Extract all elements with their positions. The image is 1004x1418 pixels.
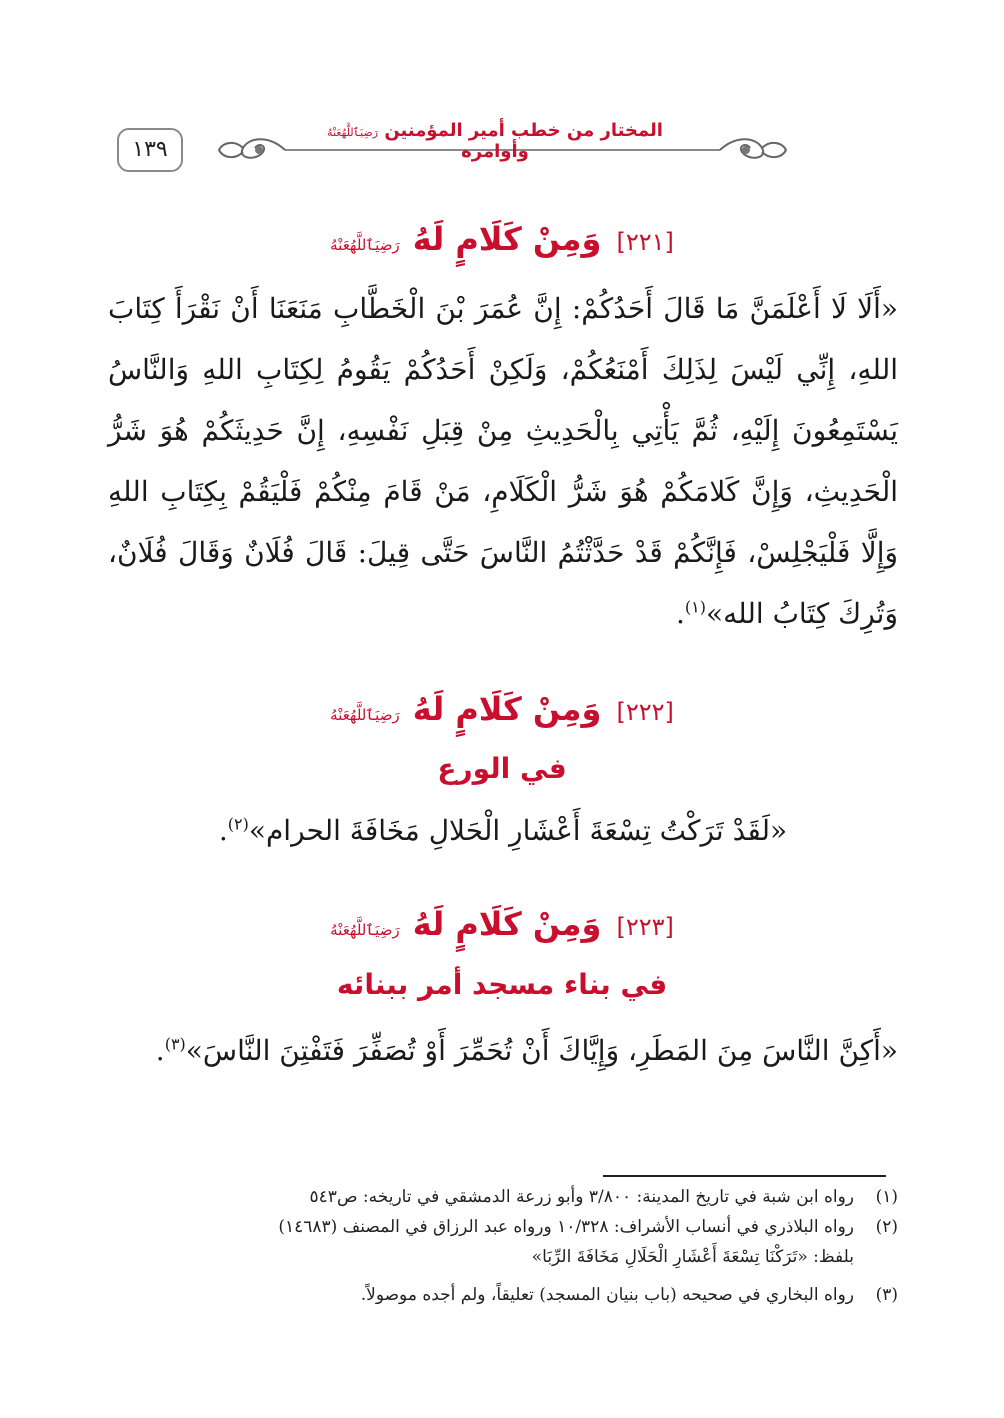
section-heading-222	[100, 690, 904, 728]
section-honorific: رَضِيَٱللَّهُعَنْهُ	[330, 706, 400, 724]
section-text-223	[108, 1020, 898, 1081]
footnote-number: (١)	[875, 1187, 898, 1207]
section-title: وَمِنْ كَلَامٍ لَهُ	[412, 690, 602, 728]
section-title: وَمِنْ كَلَامٍ لَهُ	[412, 220, 602, 258]
section-number: [٢٢٢]	[616, 698, 674, 726]
section-text-221	[108, 278, 898, 644]
sentence-end: .	[675, 597, 685, 630]
footnotes	[108, 1182, 898, 1310]
section-text-222	[108, 800, 898, 861]
footnote-2	[108, 1212, 898, 1272]
header-title-tail: وأوامره	[461, 141, 529, 162]
section-title: وَمِنْ كَلَامٍ لَهُ	[412, 905, 602, 943]
footnote-ref[interactable]: (٢)	[227, 814, 249, 834]
footnote-continuation: بلفظ: «تَرَكْنَا تِسْعَةَ أَعْشَارِ الْحَلَالِ مَخَافَةَ الرِّبَا»	[531, 1247, 854, 1267]
footnote-text: رواه ابن شبة في تاريخ المدينة: ٣/٨٠٠ وأبو زرعة الدمشقي في تاريخه: ص٥٤٣	[309, 1187, 854, 1207]
quote-text: «لَقَدْ تَرَكْتُ تِسْعَةَ أَعْشَارِ الْحَلالِ مَخَافَةَ الحرام»	[248, 814, 788, 847]
sentence-end: .	[218, 814, 228, 847]
quote-text: «أَكِنَّ النَّاسَ مِنَ المَطَرِ، وَإِيَّاكَ أَنْ تُحَمِّرَ أَوْ تُصَفِّرَ فَتَفْتِنَ النَّاسَ»	[185, 1034, 898, 1067]
section-heading-221	[100, 220, 904, 258]
section-number: [٢٢٣]	[616, 913, 674, 941]
footnote-ref[interactable]: (٣)	[164, 1034, 186, 1054]
footnote-divider	[603, 1175, 886, 1177]
sentence-end: .	[155, 1034, 165, 1067]
header-honorific: رَضِيَٱللَّهُعَنْهُ	[327, 126, 379, 139]
section-subheading-223: في بناء مسجد أمر ببنائه	[336, 968, 668, 1001]
section-honorific: رَضِيَٱللَّهُعَنْهُ	[330, 236, 400, 254]
header-title: المختار من خطب أمير المؤمنين	[384, 120, 663, 141]
footnote-text: رواه البخاري في صحيحه (باب بنيان المسجد) تعليقاً، ولم أجده موصولاً.	[360, 1285, 854, 1305]
section-heading-223	[100, 905, 904, 943]
page-number: ١٣٩	[117, 128, 183, 172]
footnote-3	[108, 1280, 898, 1310]
section-number: [٢٢١]	[616, 228, 674, 256]
running-header	[300, 120, 690, 162]
footnote-number: (٢)	[875, 1217, 898, 1237]
footnote-text: رواه البلاذري في أنساب الأشراف: ١٠/٣٢٨ ورواه عبد الرزاق في المصنف (١٤٦٨٣)	[278, 1217, 854, 1237]
section-honorific: رَضِيَٱللَّهُعَنْهُ	[330, 921, 400, 939]
section-subheading-222: في الورع	[437, 752, 567, 785]
footnote-1	[108, 1182, 898, 1212]
quote-text: «أَلَا لَا أَعْلَمَنَّ مَا قَالَ أَحَدُكُمْ: إِنَّ عُمَرَ بْنَ الْخَطَّابِ مَنَعَنَا أَنْ نَقْرَأَ كِتَابَ اللهِ، إِنِّي لَيْسَ لِذَلِكَ أَمْنَعُكُمْ، وَلَكِنْ أَحَدُكُمْ يَقُومُ لِكِتَابِ اللهِ وَالنَّاسُ يَسْتَمِعُونَ إِلَيْهِ، ثُمَّ يَأْتِي بِالْحَدِيثِ مِنْ قِبَلِ نَفْسِهِ، إِنَّ حَدِيثَكُمْ هُوَ شَرُّ الْحَدِيثِ، وَإِنَّ كَلامَكُمْ هُوَ شَرُّ الْكَلَامِ، مَنْ قَامَ مِنْكُمْ فَلْيَقُمْ بِكِتَابِ اللهِ وَإِلَّا فَلْيَجْلِسْ، فَإِنَّكُمْ قَدْ حَدَّثْتُمُ النَّاسَ حَتَّى قِيلَ: قَالَ فُلَانٌ وَقَالَ فُلَانٌ، وَتُرِكَ كِتَابُ الله»	[108, 292, 898, 630]
footnote-ref[interactable]: (١)	[684, 597, 706, 617]
footnote-number: (٣)	[875, 1285, 898, 1305]
